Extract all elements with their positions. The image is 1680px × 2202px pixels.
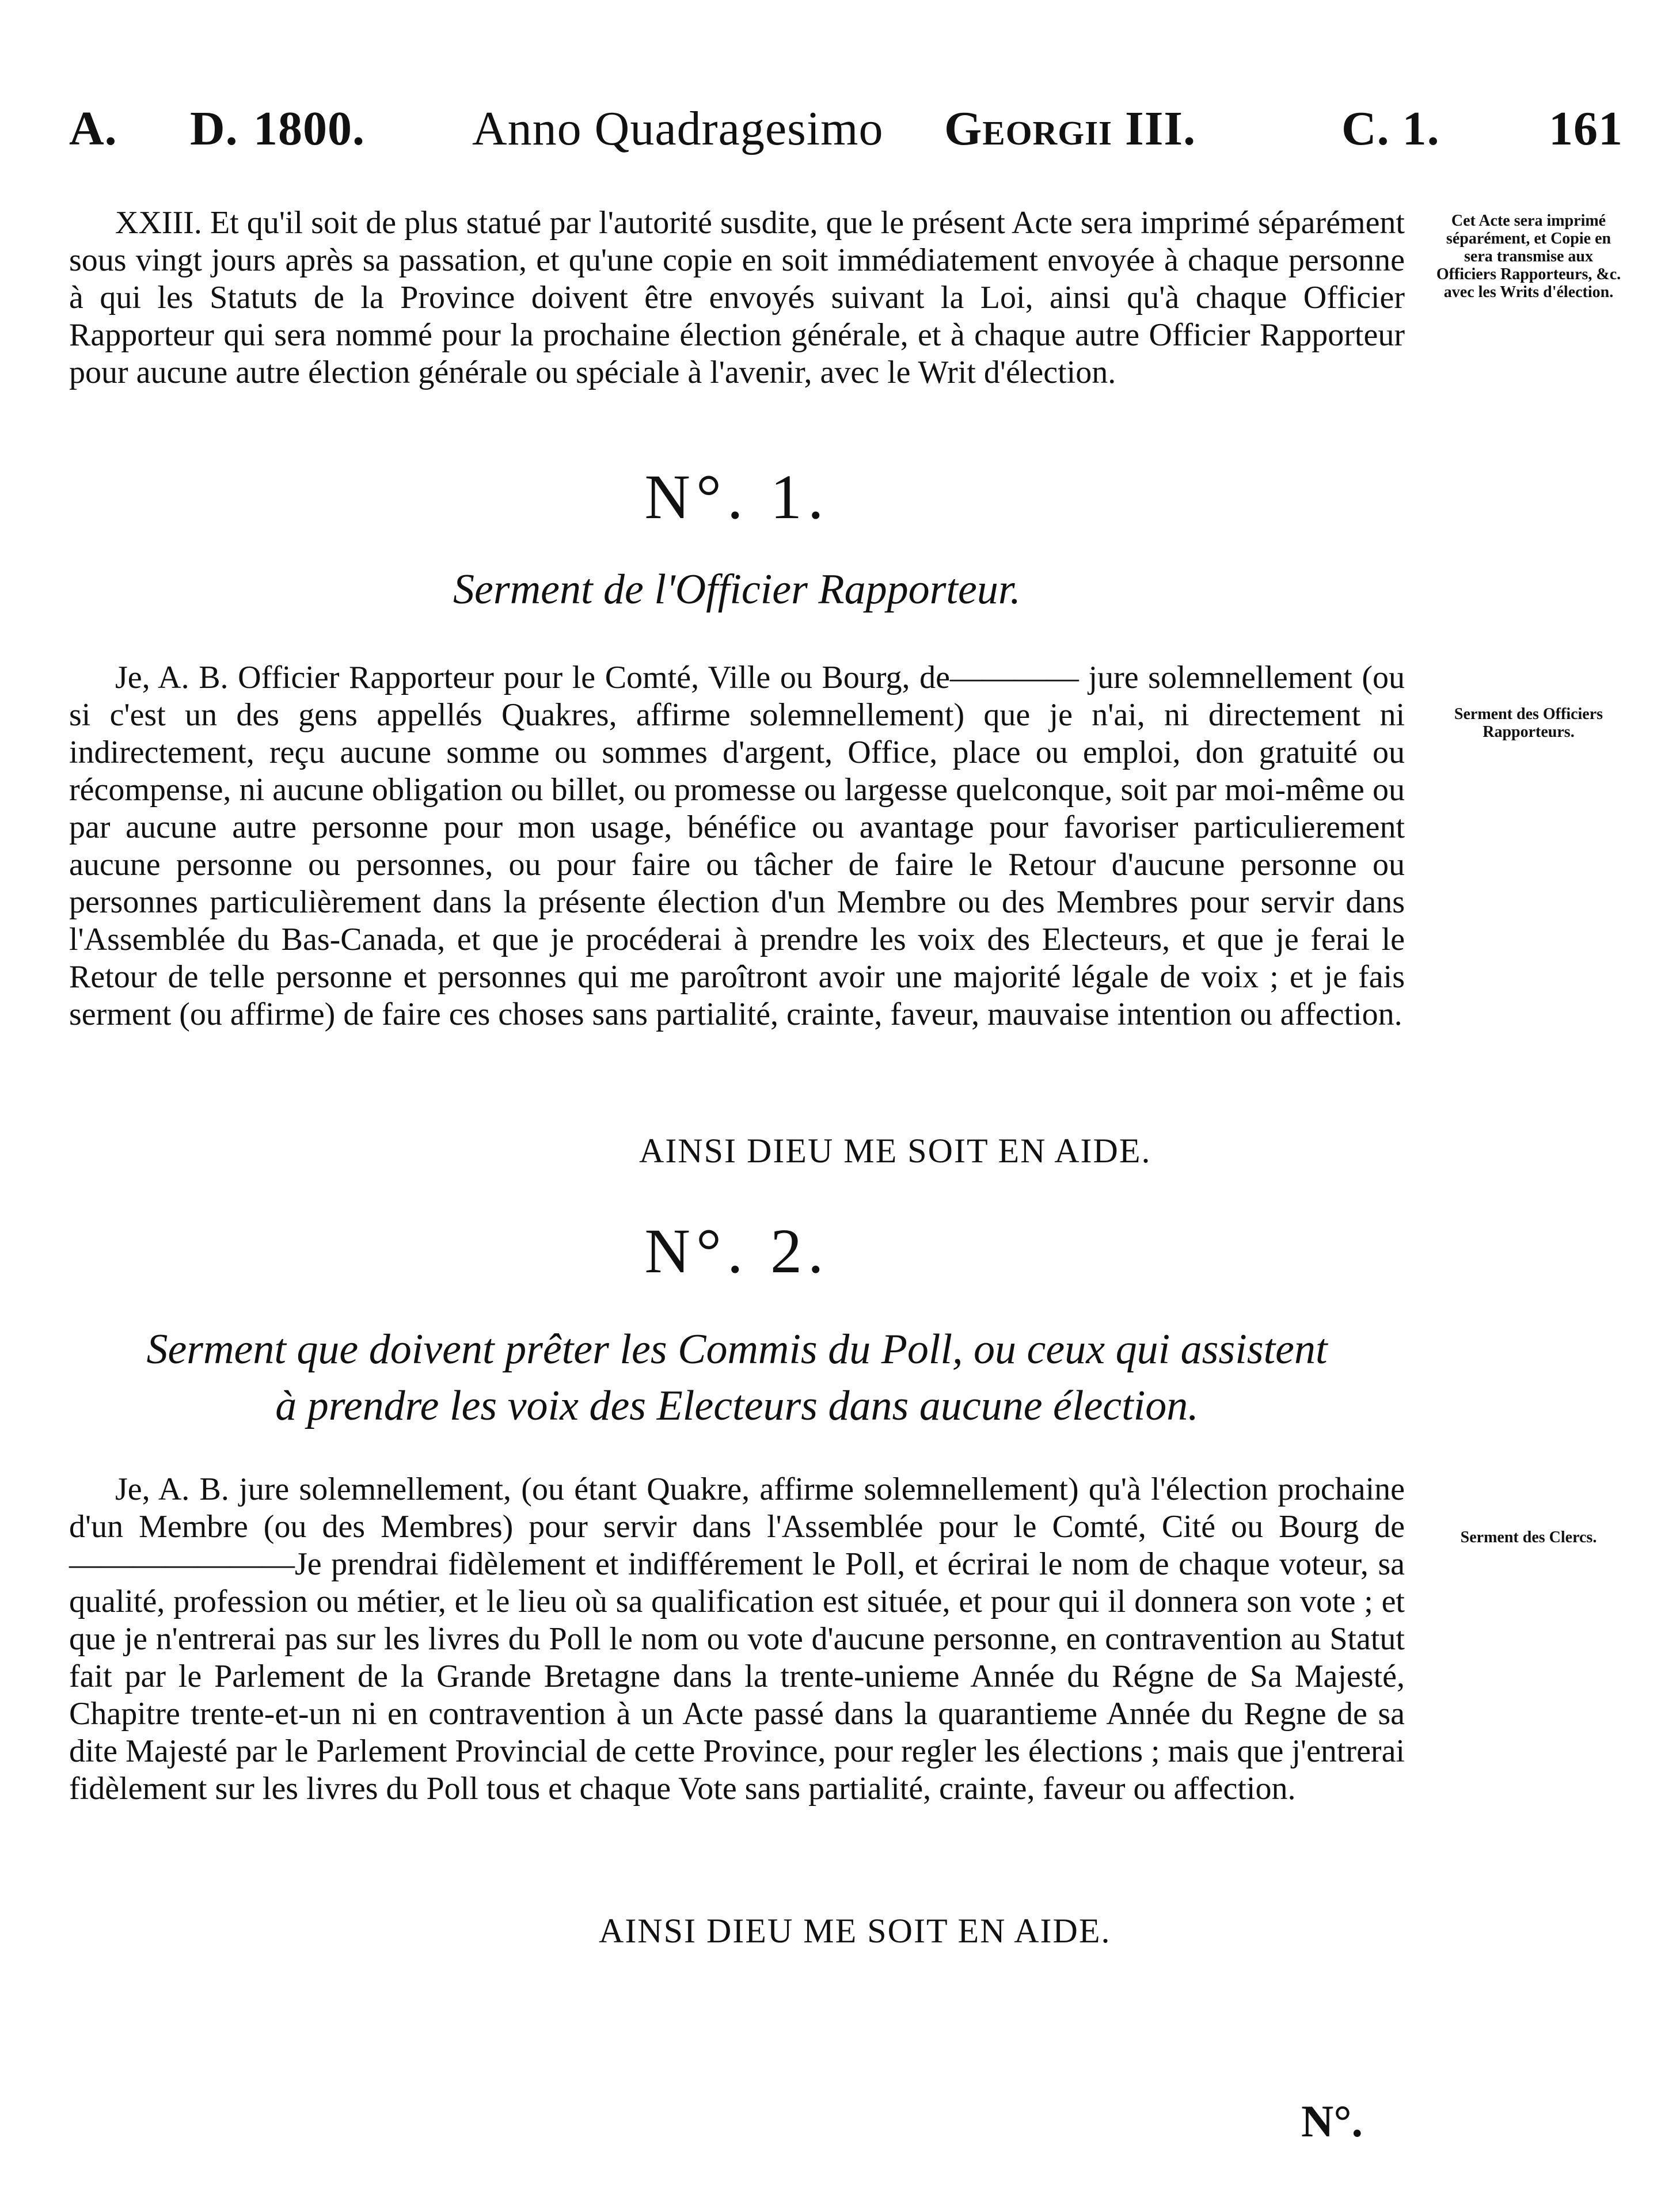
form-1-title: Serment de l'Officier Rapporteur.	[453, 566, 1021, 613]
section-xxiii	[69, 204, 1405, 391]
form-1-text: Je, A. B. Officier Rapporteur pour le Comté, Ville ou Bourg, de———— jure solemnellement (ou si c'est un des gens appellés Quakres, affirme solemnellement) que je n'ai, ni directement ni indirectement, reçu aucune somme ou sommes d'argent, Office, place ou emploi, don gratuité ou récompense, ni aucune obligation ou billet, ou promesse ou largesse quelconque, soit par moi-même ou par aucune autre personne pour mon usage, bénéfice ou avantage pour favoriser particulierement aucune personne ou personnes, ou pour faire ou tâcher de faire le Retour d'aucune personne ou personnes particulièrement dans la présente élection d'un Membre ou des Membres pour servir dans l'Assemblée du Bas-Canada, et que je procéderai à prendre les voix des Electeurs, et que je ferai le Retour de telle personne et personnes qui me paroîtront avoir une majorité légale de voix ; et je fais serment (ou affirme) de faire ces choses sans partialité, crainte, faveur, mauvaise intention ou affection.	[69, 660, 1405, 1032]
header-ad: A.	[69, 102, 117, 155]
form-1-number: N°. 1.	[644, 462, 830, 532]
header-d: D.	[190, 102, 238, 155]
page-number: 161	[1549, 102, 1623, 155]
margin-note-serment-clercs: Serment des Clercs.	[1460, 1528, 1597, 1546]
form-2-number: N°. 2.	[644, 1216, 830, 1286]
form-2-body	[69, 1471, 1405, 1808]
margin-note-acte: Cet Acte sera imprimé séparément, et Copie en sera transmise aux Officiers Rapporteurs, &c. avec les Writs d'élection.	[1436, 212, 1621, 301]
header-year: 1800.	[253, 102, 365, 155]
margin-note-serment-officiers: Serment des Officiers Rapporteurs.	[1454, 705, 1603, 741]
section-xxiii-text: XXIII. Et qu'il soit de plus statué par l'autorité susdite, que le présent Acte sera imprimé séparément sous vingt jours après sa passation, et qu'une copie en soit immédiatement envoyée à chaque personne à qui les Statuts de la Province doivent être envoyés suivant la Loi, ainsi qu'à chaque Officier Rapporteur qui sera nommé pour la prochaine élection générale, et à chaque autre Officier Rapporteur pour aucune autre élection générale ou spéciale à l'avenir, avec le Writ d'élection.	[69, 205, 1405, 390]
header-regnal: III.	[1125, 102, 1196, 155]
form-2-title-line-1: Serment que doivent prêter les Commis du Poll, ou ceux qui assistent	[146, 1326, 1328, 1373]
form-2-closing: AINSI DIEU ME SOIT EN AIDE.	[599, 1912, 1111, 1950]
form-1-body	[69, 659, 1405, 1033]
form-2-text: Je, A. B. jure solemnellement, (ou étant Quakre, affirme solemnellement) qu'à l'élection prochaine d'un Membre (ou des Membres) pour servir dans l'Assemblée pour le Comté, Cité ou Bourg de———————Je prendrai fidèlement et indifférement le Poll, et écrirai le nom de chaque voteur, sa qualité, profession ou métier, et le lieu où sa qualification est située, et pour qui il donnera son vote ; et que je n'entrerai pas sur les livres du Poll le nom ou vote d'aucune personne, en contravention au Statut fait par le Parlement de la Grande Bretagne dans la trente-unieme Année du Régne de Sa Majesté, Chapitre trente-et-un ni en contravention à un Acte passé dans la quarantieme Année du Regne de sa dite Majesté par le Parlement Provincial de cette Province, pour regler les élections ; mais que j'entrerai fidèlement sur les livres du Poll tous et chaque Vote sans partialité, crainte, faveur ou affection.	[69, 1471, 1405, 1807]
form-2-title	[35, 1321, 1439, 1434]
header-georgii	[944, 101, 1196, 157]
header-chapter: C. 1.	[1341, 102, 1440, 155]
header-georgii-name: Georgii	[944, 102, 1113, 155]
running-header	[69, 101, 1624, 170]
header-anno: Anno Quadragesimo	[472, 102, 884, 155]
form-2-title-line-2: à prendre les voix des Electeurs dans aucune élection.	[275, 1382, 1199, 1429]
form-1-closing: AINSI DIEU ME SOIT EN AIDE.	[639, 1132, 1151, 1170]
catchword: N°.	[1301, 2096, 1363, 2146]
